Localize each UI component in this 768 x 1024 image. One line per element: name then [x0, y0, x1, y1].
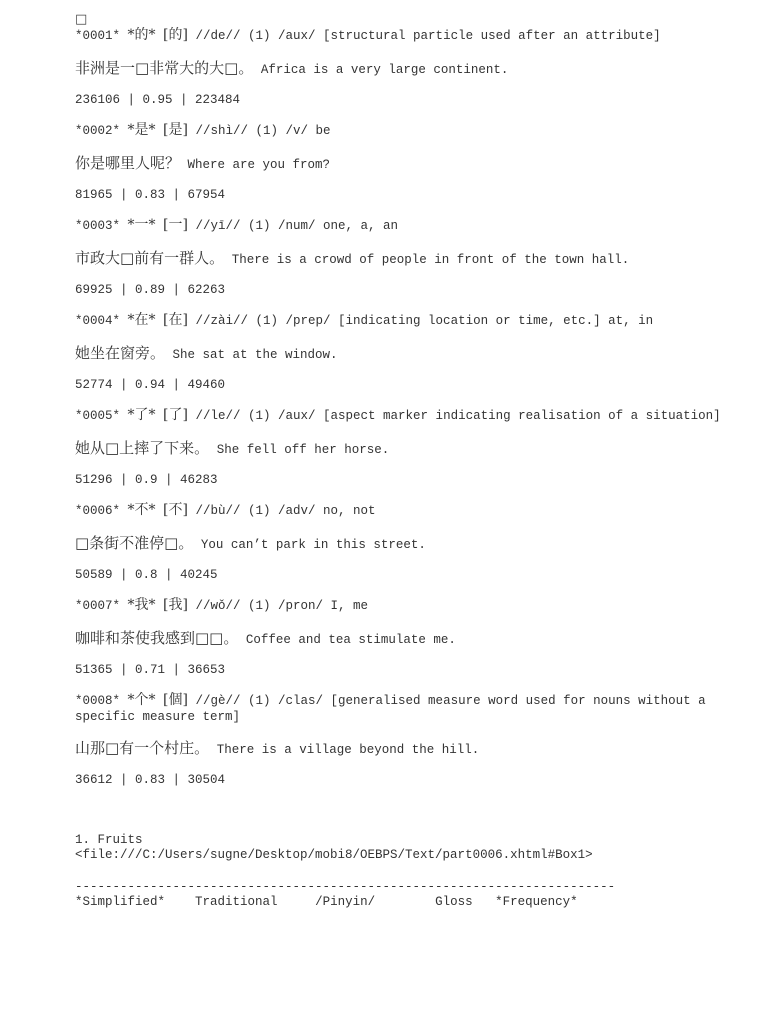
entry-definition: (1) /pron/ I, me	[248, 599, 369, 613]
entry-pinyin: //de//	[195, 29, 241, 43]
example-chinese: 山那□有一个村庄。	[75, 739, 210, 757]
entry-number: *0003*	[75, 219, 121, 233]
example-english: There is a village beyond the hill.	[216, 743, 480, 757]
example-english: There is a crowd of people in front of the town hall.	[231, 252, 630, 267]
entry-pinyin: //gè//	[195, 694, 241, 708]
col-simplified: *Simplified*	[75, 895, 166, 909]
dictionary-entry	[75, 503, 735, 583]
example-chinese: 她从□上摔了下来。	[75, 438, 210, 457]
entry-pinyin: //wǒ//	[195, 599, 241, 613]
example-chinese: 你是哪里人呢？	[75, 153, 181, 172]
entry-example	[75, 344, 735, 364]
entry-number: *0005*	[75, 409, 121, 423]
entry-traditional: [了]	[163, 407, 188, 423]
entry-pinyin: //zài//	[195, 314, 249, 328]
dictionary-page	[75, 12, 735, 911]
entry-number: *0004*	[75, 314, 121, 328]
entry-number: *0006*	[75, 504, 121, 518]
entry-pinyin: //le//	[195, 409, 241, 423]
entry-number: *0008*	[75, 694, 121, 708]
example-english: She sat at the window.	[172, 347, 338, 362]
entry-frequency-stats: 81965 | 0.83 | 67954	[75, 187, 226, 202]
dictionary-entry	[75, 598, 735, 678]
entry-headword: *是*	[127, 122, 156, 138]
entry-headline	[75, 693, 735, 725]
entry-headline	[75, 408, 735, 425]
entry-list	[75, 28, 735, 789]
entry-headword: *一*	[127, 217, 156, 233]
entry-number: *0007*	[75, 599, 121, 613]
entry-traditional: [在]	[163, 312, 188, 328]
example-english: She fell off her horse.	[216, 442, 390, 457]
entry-traditional: [我]	[163, 597, 188, 613]
entry-traditional: [是]	[163, 122, 188, 138]
entry-headword: *了*	[127, 407, 156, 423]
dictionary-entry	[75, 693, 735, 789]
entry-definition: (1) /prep/ [indicating location or time, etc.] at, in	[255, 314, 654, 328]
horizontal-rule: ------------------------------------------------------------------------	[75, 879, 616, 894]
entry-example	[75, 739, 735, 759]
example-english: Coffee and tea stimulate me.	[245, 632, 456, 647]
entry-headword: *我*	[127, 597, 156, 613]
entry-definition: (1) /num/ one, a, an	[248, 219, 399, 233]
col-gloss: Gloss	[435, 895, 473, 909]
entry-definition: (1) /aux/ [structural particle used after an attribute]	[248, 29, 661, 43]
entry-traditional: [不]	[163, 502, 188, 518]
col-frequency: *Frequency*	[495, 895, 578, 909]
example-chinese: □条街不准停□。	[75, 533, 194, 552]
dictionary-entry	[75, 123, 735, 203]
dictionary-entry	[75, 218, 735, 298]
entry-headline	[75, 218, 735, 235]
entry-example	[75, 534, 735, 554]
entry-headline	[75, 313, 735, 330]
entry-number: *0002*	[75, 124, 121, 138]
entry-frequency-stats: 51296 | 0.9 | 46283	[75, 472, 218, 487]
entry-frequency-stats: 36612 | 0.83 | 30504	[75, 773, 226, 787]
entry-headword: *在*	[127, 312, 156, 328]
dictionary-entry	[75, 313, 735, 393]
section-fruits	[75, 833, 735, 911]
entry-definition: (1) /aux/ [aspect marker indicating realisation of a situation]	[248, 409, 721, 423]
entry-headword: *的*	[127, 27, 156, 43]
entry-frequency-stats: 51365 | 0.71 | 36653	[75, 662, 226, 677]
entry-pinyin: //yī//	[195, 219, 241, 233]
entry-frequency-stats: 52774 | 0.94 | 49460	[75, 377, 226, 392]
missing-glyph-box: □	[75, 12, 88, 27]
entry-example	[75, 439, 735, 459]
entry-example	[75, 59, 735, 79]
entry-headline	[75, 598, 735, 615]
dictionary-entry	[75, 28, 735, 108]
entry-example	[75, 249, 735, 269]
example-chinese: 市政大□前有一群人。	[75, 248, 225, 267]
entry-traditional: [一]	[163, 217, 188, 233]
entry-headline	[75, 123, 735, 140]
dictionary-entry	[75, 408, 735, 488]
example-chinese: 她坐在窗旁。	[75, 343, 166, 362]
entry-definition: (1) /clas/ [generalised measure word used for nouns without a specific measure term]	[75, 694, 714, 724]
column-header-row	[75, 895, 735, 911]
entry-headline	[75, 503, 735, 520]
entry-definition: (1) /adv/ no, not	[248, 504, 376, 518]
example-english: Africa is a very large continent.	[260, 62, 509, 77]
example-english: Where are you from?	[187, 157, 331, 172]
example-chinese: 非洲是一□非常大的大□。	[75, 58, 254, 77]
entry-traditional: [的]	[163, 27, 188, 43]
entry-frequency-stats: 69925 | 0.89 | 62263	[75, 282, 226, 297]
entry-pinyin: //shì//	[195, 124, 249, 138]
entry-headline	[75, 28, 735, 45]
entry-frequency-stats: 50589 | 0.8 | 40245	[75, 567, 218, 582]
entry-example	[75, 629, 735, 649]
entry-frequency-stats: 236106 | 0.95 | 223484	[75, 92, 241, 107]
example-chinese: 咖啡和茶使我感到□□。	[75, 628, 239, 647]
entry-example	[75, 154, 735, 174]
entry-definition: (1) /v/ be	[255, 124, 331, 138]
entry-pinyin: //bù//	[195, 504, 241, 518]
section-title: 1. Fruits	[75, 832, 143, 847]
entry-headword: *不*	[127, 502, 156, 518]
section-link[interactable]: <file:///C:/Users/sugne/Desktop/mobi8/OEBPS/Text/part0006.xhtml#Box1>	[75, 848, 593, 862]
entry-number: *0001*	[75, 29, 121, 43]
col-traditional: Traditional	[195, 895, 278, 909]
example-english: You can’t park in this street.	[200, 537, 426, 552]
entry-headword: *个*	[127, 692, 156, 708]
entry-traditional: [個]	[163, 692, 188, 708]
col-pinyin: /Pinyin/	[315, 895, 376, 909]
